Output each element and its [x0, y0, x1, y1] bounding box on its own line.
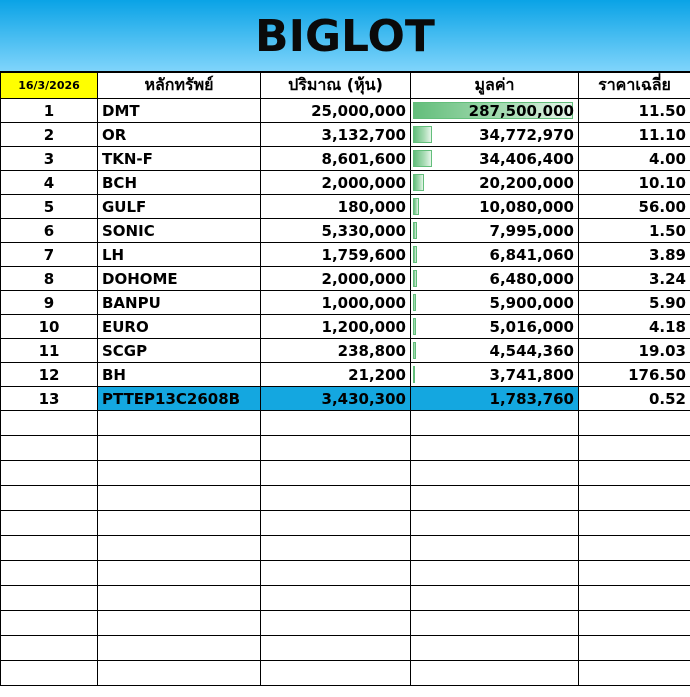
- empty-cell[interactable]: [411, 661, 579, 686]
- symbol-cell[interactable]: BANPU: [98, 291, 261, 315]
- volume-cell[interactable]: 3,132,700: [261, 123, 411, 147]
- empty-cell[interactable]: [579, 411, 690, 436]
- avg-price-cell[interactable]: 176.50: [579, 363, 690, 387]
- symbol-cell[interactable]: DOHOME: [98, 267, 261, 291]
- empty-cell[interactable]: [1, 511, 98, 536]
- symbol-cell[interactable]: EURO: [98, 315, 261, 339]
- empty-cell[interactable]: [261, 486, 411, 511]
- empty-cell[interactable]: [411, 511, 579, 536]
- value-cell[interactable]: [411, 171, 579, 195]
- value-data-bar: [413, 222, 417, 239]
- date-cell[interactable]: 16/3/2026: [1, 73, 98, 99]
- empty-cell[interactable]: [1, 461, 98, 486]
- empty-cell[interactable]: [579, 436, 690, 461]
- avg-price-cell[interactable]: 11.10: [579, 123, 690, 147]
- table-row: [1, 387, 690, 411]
- avg-price-cell[interactable]: 3.89: [579, 243, 690, 267]
- empty-cell[interactable]: [261, 411, 411, 436]
- empty-row: [1, 536, 690, 561]
- empty-cell[interactable]: [579, 486, 690, 511]
- empty-cell[interactable]: [411, 561, 579, 586]
- empty-cell[interactable]: [98, 586, 261, 611]
- volume-cell[interactable]: 5,330,000: [261, 219, 411, 243]
- empty-cell[interactable]: [261, 461, 411, 486]
- empty-row: [1, 436, 690, 461]
- empty-cell[interactable]: [411, 611, 579, 636]
- biglot-table: [0, 72, 690, 686]
- symbol-cell[interactable]: DMT: [98, 99, 261, 123]
- empty-cell[interactable]: [579, 561, 690, 586]
- empty-cell[interactable]: [98, 511, 261, 536]
- symbol-cell[interactable]: GULF: [98, 195, 261, 219]
- value-cell[interactable]: [411, 147, 579, 171]
- table-row: [1, 291, 690, 315]
- empty-cell[interactable]: [579, 636, 690, 661]
- empty-cell[interactable]: [261, 636, 411, 661]
- value-text: 20,200,000: [479, 173, 574, 192]
- table-row: [1, 339, 690, 363]
- symbol-cell[interactable]: BH: [98, 363, 261, 387]
- empty-cell[interactable]: [98, 411, 261, 436]
- value-cell[interactable]: [411, 339, 579, 363]
- volume-cell[interactable]: 2,000,000: [261, 171, 411, 195]
- volume-cell[interactable]: 8,601,600: [261, 147, 411, 171]
- value-text: 4,544,360: [489, 341, 574, 360]
- symbol-cell[interactable]: SONIC: [98, 219, 261, 243]
- value-data-bar: [413, 198, 419, 215]
- table-row: [1, 315, 690, 339]
- empty-cell[interactable]: [98, 461, 261, 486]
- symbol-cell[interactable]: SCGP: [98, 339, 261, 363]
- table-row: [1, 267, 690, 291]
- value-text: 5,900,000: [489, 293, 574, 312]
- avg-price-cell[interactable]: 3.24: [579, 267, 690, 291]
- volume-cell[interactable]: 25,000,000: [261, 99, 411, 123]
- header-avg-price[interactable]: ราคาเฉลี่ย: [579, 73, 690, 99]
- avg-price-cell[interactable]: 4.18: [579, 315, 690, 339]
- empty-cell[interactable]: [98, 561, 261, 586]
- value-data-bar: [413, 318, 416, 335]
- table-row: [1, 219, 690, 243]
- value-text: 1,783,760: [489, 389, 574, 408]
- volume-cell[interactable]: 238,800: [261, 339, 411, 363]
- row-number-cell[interactable]: 1: [1, 99, 98, 123]
- empty-cell[interactable]: [98, 486, 261, 511]
- table-row: [1, 123, 690, 147]
- empty-cell[interactable]: [411, 586, 579, 611]
- empty-row: [1, 486, 690, 511]
- row-number-cell[interactable]: 8: [1, 267, 98, 291]
- value-cell[interactable]: [411, 387, 579, 411]
- volume-cell[interactable]: 3,430,300: [261, 387, 411, 411]
- value-data-bar: [413, 174, 424, 191]
- empty-cell[interactable]: [579, 611, 690, 636]
- empty-cell[interactable]: [261, 511, 411, 536]
- value-cell[interactable]: [411, 291, 579, 315]
- header-volume[interactable]: ปริมาณ (หุ้น): [261, 73, 411, 99]
- value-data-bar: [413, 126, 432, 143]
- empty-cell[interactable]: [411, 411, 579, 436]
- page-title: BIGLOT: [255, 11, 435, 62]
- volume-cell[interactable]: 180,000: [261, 195, 411, 219]
- empty-cell[interactable]: [98, 661, 261, 686]
- empty-row: [1, 611, 690, 636]
- empty-cell[interactable]: [579, 511, 690, 536]
- value-cell[interactable]: [411, 195, 579, 219]
- volume-cell[interactable]: 1,000,000: [261, 291, 411, 315]
- value-data-bar: [413, 342, 416, 359]
- empty-row: [1, 461, 690, 486]
- value-text: 287,500,000: [468, 101, 574, 120]
- row-number-cell[interactable]: 4: [1, 171, 98, 195]
- value-text: 5,016,000: [489, 317, 574, 336]
- empty-cell[interactable]: [1, 636, 98, 661]
- empty-cell[interactable]: [579, 586, 690, 611]
- empty-row: [1, 561, 690, 586]
- value-text: 7,995,000: [489, 221, 574, 240]
- symbol-cell[interactable]: TKN-F: [98, 147, 261, 171]
- empty-cell[interactable]: [1, 661, 98, 686]
- row-number-cell[interactable]: 12: [1, 363, 98, 387]
- volume-cell[interactable]: 2,000,000: [261, 267, 411, 291]
- value-text: 6,841,060: [489, 245, 574, 264]
- table-row: [1, 243, 690, 267]
- value-cell[interactable]: [411, 219, 579, 243]
- volume-cell[interactable]: 1,759,600: [261, 243, 411, 267]
- empty-cell[interactable]: [411, 536, 579, 561]
- table-row: [1, 195, 690, 219]
- value-data-bar: [413, 150, 432, 167]
- empty-cell[interactable]: [261, 586, 411, 611]
- value-data-bar: [413, 270, 417, 287]
- table-body: [1, 99, 690, 686]
- row-number-cell[interactable]: 10: [1, 315, 98, 339]
- symbol-cell[interactable]: PTTEP13C2608B: [98, 387, 261, 411]
- value-text: 10,080,000: [479, 197, 574, 216]
- title-banner: [0, 0, 690, 72]
- header-value[interactable]: มูลค่า: [411, 73, 579, 99]
- avg-price-cell[interactable]: 10.10: [579, 171, 690, 195]
- empty-cell[interactable]: [411, 636, 579, 661]
- symbol-cell[interactable]: BCH: [98, 171, 261, 195]
- empty-cell[interactable]: [1, 411, 98, 436]
- value-cell[interactable]: [411, 315, 579, 339]
- empty-cell[interactable]: [261, 661, 411, 686]
- volume-cell[interactable]: 21,200: [261, 363, 411, 387]
- empty-cell[interactable]: [411, 486, 579, 511]
- value-data-bar: [413, 246, 417, 263]
- empty-cell[interactable]: [98, 611, 261, 636]
- empty-cell[interactable]: [1, 561, 98, 586]
- value-text: 3,741,800: [489, 365, 574, 384]
- row-number-cell[interactable]: 5: [1, 195, 98, 219]
- empty-cell[interactable]: [261, 536, 411, 561]
- value-cell[interactable]: [411, 99, 579, 123]
- empty-cell[interactable]: [261, 561, 411, 586]
- empty-cell[interactable]: [1, 436, 98, 461]
- avg-price-cell[interactable]: 5.90: [579, 291, 690, 315]
- row-number-cell[interactable]: 9: [1, 291, 98, 315]
- table-row: [1, 363, 690, 387]
- empty-cell[interactable]: [411, 436, 579, 461]
- avg-price-cell[interactable]: 11.50: [579, 99, 690, 123]
- value-cell[interactable]: [411, 267, 579, 291]
- value-data-bar: [413, 366, 415, 383]
- row-number-cell[interactable]: 2: [1, 123, 98, 147]
- avg-price-cell[interactable]: 56.00: [579, 195, 690, 219]
- row-number-cell[interactable]: 11: [1, 339, 98, 363]
- avg-price-cell[interactable]: 19.03: [579, 339, 690, 363]
- empty-cell[interactable]: [98, 536, 261, 561]
- symbol-cell[interactable]: OR: [98, 123, 261, 147]
- row-number-cell[interactable]: 7: [1, 243, 98, 267]
- empty-cell[interactable]: [1, 586, 98, 611]
- table-row: [1, 147, 690, 171]
- header-symbol[interactable]: หลักทรัพย์: [98, 73, 261, 99]
- value-text: 34,406,400: [479, 149, 574, 168]
- avg-price-cell[interactable]: 1.50: [579, 219, 690, 243]
- empty-row: [1, 586, 690, 611]
- symbol-cell[interactable]: LH: [98, 243, 261, 267]
- empty-row: [1, 511, 690, 536]
- row-number-cell[interactable]: 3: [1, 147, 98, 171]
- empty-row: [1, 636, 690, 661]
- empty-cell[interactable]: [261, 611, 411, 636]
- empty-row: [1, 661, 690, 686]
- value-cell[interactable]: [411, 123, 579, 147]
- empty-cell[interactable]: [98, 436, 261, 461]
- empty-cell[interactable]: [1, 536, 98, 561]
- volume-cell[interactable]: 1,200,000: [261, 315, 411, 339]
- avg-price-cell[interactable]: 0.52: [579, 387, 690, 411]
- empty-cell[interactable]: [98, 636, 261, 661]
- header-row: [1, 73, 690, 99]
- empty-cell[interactable]: [261, 436, 411, 461]
- empty-cell[interactable]: [411, 461, 579, 486]
- table-row: [1, 171, 690, 195]
- table-row: [1, 99, 690, 123]
- value-text: 34,772,970: [479, 125, 574, 144]
- value-text: 6,480,000: [489, 269, 574, 288]
- row-number-cell[interactable]: 6: [1, 219, 98, 243]
- empty-cell[interactable]: [579, 536, 690, 561]
- empty-cell[interactable]: [1, 486, 98, 511]
- empty-cell[interactable]: [1, 611, 98, 636]
- value-cell[interactable]: [411, 363, 579, 387]
- empty-row: [1, 411, 690, 436]
- value-data-bar: [413, 294, 416, 311]
- empty-cell[interactable]: [579, 461, 690, 486]
- row-number-cell[interactable]: 13: [1, 387, 98, 411]
- value-cell[interactable]: [411, 243, 579, 267]
- avg-price-cell[interactable]: 4.00: [579, 147, 690, 171]
- empty-cell[interactable]: [579, 661, 690, 686]
